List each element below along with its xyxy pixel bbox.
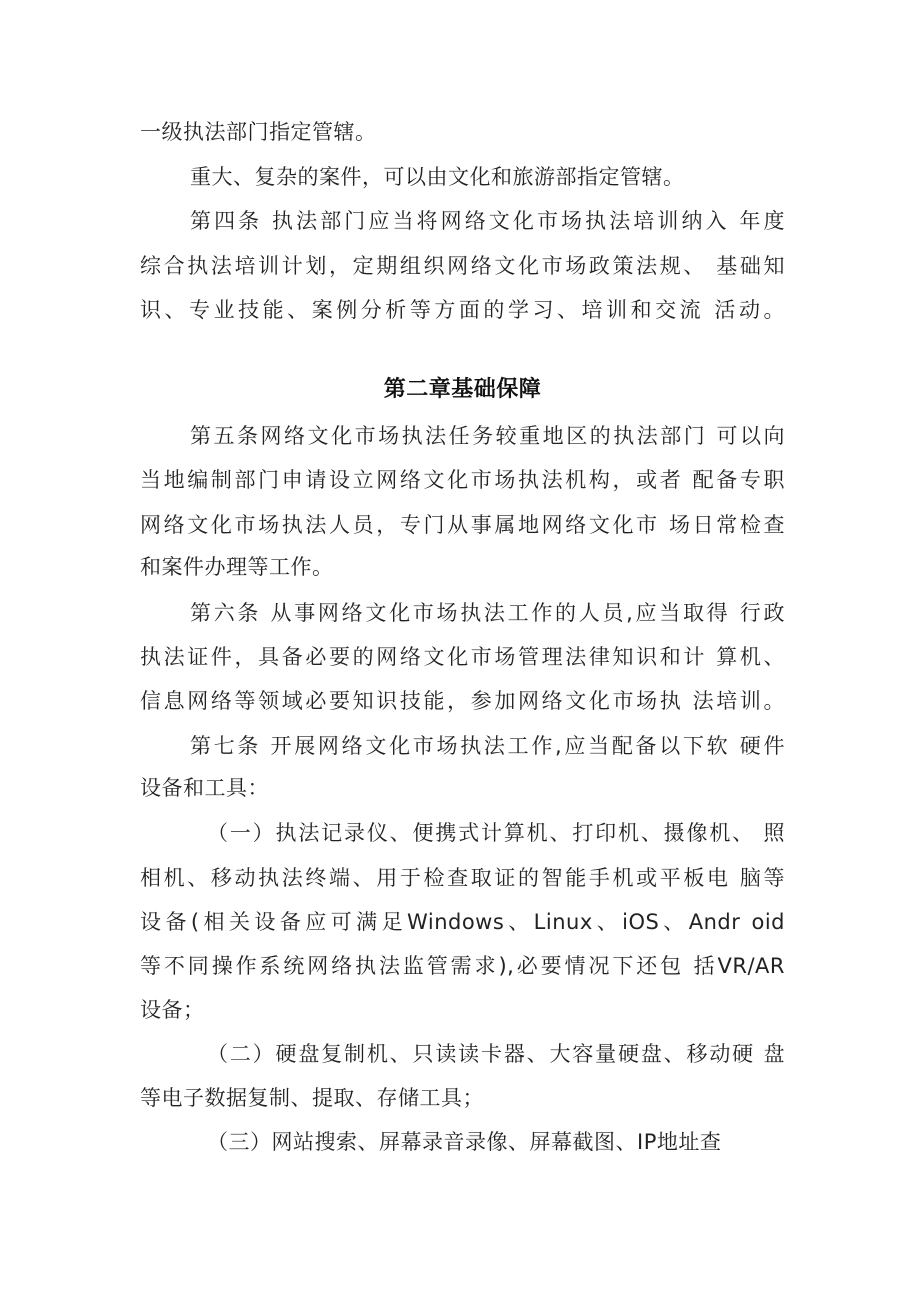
text-line: 第六条 从事网络文化市场执法工作的人员,应当取得 行政 — [190, 601, 785, 625]
text-line: 等电子数据复制、提取、存储工具； — [140, 1086, 484, 1110]
text-line: 识、专业技能、案例分析等方面的学习、培训和交流 活动。 — [140, 298, 785, 322]
text-line: 第七条 开展网络文化市场执法工作,应当配备以下软 硬件 — [190, 734, 785, 758]
text-line: 一级执法部门指定管辖。 — [140, 120, 377, 144]
text-line: 相机、移动执法终端、用于检查取证的智能手机或平板电 脑等 — [140, 866, 785, 890]
chapter-title: 第二章基础保障 — [383, 377, 542, 402]
text-line: 设备； — [140, 998, 205, 1022]
text-line: （三）网站搜索、屏幕录音录像、屏幕截图、IP地址查 — [207, 1130, 722, 1154]
text-line: 设备和工具： — [140, 776, 269, 800]
text-line: 重大、复杂的案件，可以由文化和旅游部指定管辖。 — [190, 165, 685, 189]
text-line: 信息网络等领域必要知识技能，参加网络文化市场执 法培训。 — [140, 689, 785, 713]
text-line: 设备(相关设备应可满足Windows、Linux、iOS、Andr oid — [140, 910, 785, 934]
text-line: 综合执法培训计划，定期组织网络文化市场政策法规、 基础知 — [140, 254, 785, 278]
text-line: 执法证件，具备必要的网络文化市场管理法律知识和计 算机、 — [140, 645, 785, 669]
text-line: 和案件办理等工作。 — [140, 555, 334, 579]
text-line: 第四条 执法部门应当将网络文化市场执法培训纳入 年度 — [190, 209, 785, 233]
text-line: 网络文化市场执法人员，专门从事属地网络文化市 场日常检查 — [140, 513, 785, 537]
text-line: 当地编制部门申请设立网络文化市场执法机构，或者 配备专职 — [140, 468, 785, 492]
text-line: 等不同操作系统网络执法监管需求),必要情况下还包 括VR/AR — [140, 954, 785, 978]
text-line: （一）执法记录仪、便携式计算机、打印机、摄像机、 照 — [207, 821, 785, 845]
text-line: 第五条网络文化市场执法任务较重地区的执法部门 可以向 — [190, 424, 785, 448]
text-line: （二）硬盘复制机、只读读卡器、大容量硬盘、移动硬 盘 — [207, 1042, 785, 1066]
